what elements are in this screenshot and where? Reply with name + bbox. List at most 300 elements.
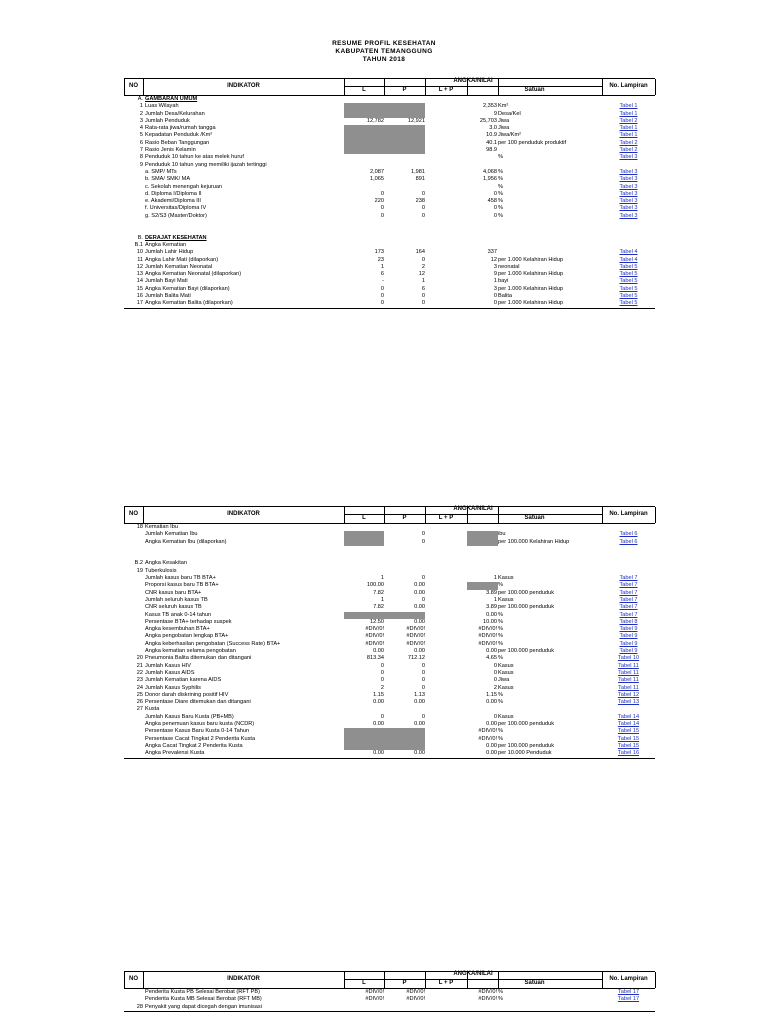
table-row bbox=[124, 118, 655, 125]
lampiran-link[interactable]: Tabel 15 bbox=[617, 742, 640, 749]
lampiran-link[interactable]: Tabel 9 bbox=[619, 640, 638, 647]
lampiran-link[interactable]: Tabel 1 bbox=[619, 125, 638, 132]
unit-label: % bbox=[498, 735, 503, 742]
row-number: A. bbox=[137, 96, 143, 102]
table-row bbox=[124, 597, 655, 604]
value-lp: 458 bbox=[487, 198, 497, 205]
row-number: 25 bbox=[136, 691, 143, 698]
lampiran-link[interactable]: Tabel 10 bbox=[617, 655, 640, 662]
unit-label: Kasus bbox=[498, 575, 514, 582]
unit-label: Kasus bbox=[498, 596, 514, 603]
blank-row bbox=[124, 220, 655, 227]
value-l: 813.34 bbox=[366, 655, 384, 662]
row-number: 20 bbox=[136, 655, 143, 662]
lampiran-link[interactable]: Tabel 2 bbox=[619, 147, 638, 154]
value-lp: #DIV/0! bbox=[478, 626, 497, 633]
indicator-label: Angka pengobatan lengkap BTA+ bbox=[145, 633, 229, 640]
indicator-label: Jumlah seluruh kasus TB bbox=[145, 596, 208, 603]
value-l: 173 bbox=[374, 249, 384, 256]
blank-row bbox=[124, 546, 655, 553]
lampiran-link[interactable]: Tabel 5 bbox=[619, 300, 638, 307]
unit-label: Jiwa/Km² bbox=[498, 132, 521, 139]
header-p: P bbox=[402, 515, 407, 521]
value-lp: #DIV/0! bbox=[478, 996, 497, 1003]
indicator-label: Angka Kematian Bayi (dilaporkan) bbox=[145, 285, 230, 292]
row-number: 11 bbox=[137, 256, 143, 263]
table-row bbox=[124, 560, 655, 567]
table-row bbox=[124, 531, 655, 538]
unit-label: % bbox=[498, 626, 503, 633]
lampiran-link[interactable]: Tabel 3 bbox=[619, 154, 638, 161]
indicator-label: g. S2/S3 (Master/Doktor) bbox=[145, 212, 207, 219]
table-row bbox=[124, 125, 655, 132]
lampiran-link[interactable]: Tabel 6 bbox=[619, 538, 638, 545]
lampiran-link[interactable]: Tabel 17 bbox=[617, 996, 640, 1003]
table-row bbox=[124, 271, 655, 278]
shaded-cell bbox=[344, 147, 425, 154]
row-number: 27 bbox=[136, 706, 143, 713]
value-l: 12,782 bbox=[366, 117, 384, 124]
table-row bbox=[124, 736, 655, 743]
lampiran-link[interactable]: Tabel 7 bbox=[619, 575, 638, 582]
value-lp: 2,353 bbox=[483, 103, 497, 110]
indicator-label: Donor darah diskrining positif HIV bbox=[145, 691, 229, 698]
value-p: 0.00 bbox=[414, 582, 425, 589]
unit-label: % bbox=[498, 168, 503, 175]
table-row bbox=[124, 604, 655, 611]
value-l: 0 bbox=[380, 285, 384, 292]
indicator-label: Kasus TB anak 0-14 tahun bbox=[145, 611, 212, 618]
indicator-label: Rasio Jenis Kelamin bbox=[145, 147, 196, 154]
value-p: 0 bbox=[421, 713, 425, 720]
value-lp: #DIV/0! bbox=[478, 735, 497, 742]
lampiran-link[interactable]: Tabel 2 bbox=[619, 117, 638, 124]
unit-label: % bbox=[498, 176, 503, 183]
unit-label: Kasus bbox=[498, 713, 514, 720]
header-l: L bbox=[362, 515, 366, 521]
table-row bbox=[124, 714, 655, 721]
table-row bbox=[124, 257, 655, 264]
indicator-label: a. SMP/ MTs bbox=[145, 168, 177, 175]
value-lp: 0.00 bbox=[486, 742, 497, 749]
value-lp: 4.65 bbox=[486, 655, 497, 662]
unit-label: Km² bbox=[498, 103, 509, 110]
lampiran-link[interactable]: Tabel 4 bbox=[619, 249, 638, 256]
lampiran-link[interactable]: Tabel 5 bbox=[619, 285, 638, 292]
lampiran-link[interactable]: Tabel 11 bbox=[618, 662, 639, 669]
lampiran-link[interactable]: Tabel 11 bbox=[618, 677, 639, 684]
value-l: #DIV/0! bbox=[365, 626, 384, 633]
lampiran-link[interactable]: Tabel 7 bbox=[619, 582, 638, 589]
value-lp: 0 bbox=[493, 205, 497, 212]
unit-label: per 100 penduduk produktif bbox=[498, 139, 567, 146]
shaded-cell bbox=[344, 125, 425, 132]
value-lp: 0 bbox=[493, 677, 497, 684]
row-number: 15 bbox=[136, 285, 143, 292]
header-satuan: Satuan bbox=[524, 87, 545, 93]
indicator-label: Angka penemuan kasus baru kusta (NCDR) bbox=[145, 721, 255, 728]
lampiran-link[interactable]: Tabel 7 bbox=[619, 611, 638, 618]
indicator-label: Jumlah Kasus AIDS bbox=[145, 669, 195, 676]
lampiran-link[interactable]: Tabel 9 bbox=[619, 626, 638, 633]
value-p: 0.00 bbox=[414, 750, 425, 757]
table-header bbox=[124, 971, 655, 989]
row-number: 7 bbox=[139, 147, 143, 154]
lampiran-link[interactable]: Tabel 1 bbox=[619, 132, 638, 139]
value-l: 12.50 bbox=[370, 618, 384, 625]
row-number: 1 bbox=[139, 103, 143, 110]
table-row bbox=[124, 1004, 655, 1011]
unit-label: per 100.000 penduduk bbox=[498, 742, 554, 749]
unit-label: % bbox=[498, 611, 503, 618]
row-number: 19 bbox=[136, 567, 143, 574]
row-number: 26 bbox=[136, 699, 143, 706]
indicator-label: Persentase Kasus Baru Kusta 0-14 Tahun bbox=[145, 728, 250, 735]
indicator-label: Kepadatan Penduduk /Km² bbox=[145, 132, 213, 139]
unit-label: % bbox=[498, 728, 503, 735]
indicator-label: Angka Kematian bbox=[145, 241, 187, 248]
lampiran-link[interactable]: Tabel 8 bbox=[619, 618, 638, 625]
table-row bbox=[124, 706, 655, 713]
unit-label: per 1.000 Kelahiran Hidup bbox=[498, 271, 563, 278]
value-p: 0 bbox=[421, 575, 425, 582]
header-l: L bbox=[362, 980, 366, 986]
table-row bbox=[124, 590, 655, 597]
indicator-label: Tuberkulosis bbox=[145, 567, 177, 574]
value-p: #DIV/0! bbox=[406, 640, 425, 647]
header-indikator: INDIKATOR bbox=[227, 83, 260, 89]
unit-label: % bbox=[498, 618, 503, 625]
indicator-label: Kusta bbox=[145, 706, 160, 713]
indicator-label: Jumlah Kasus Syphilis bbox=[145, 684, 201, 691]
unit-label: ibu bbox=[498, 531, 506, 538]
unit-label: % bbox=[498, 655, 503, 662]
lampiran-link[interactable]: Tabel 13 bbox=[617, 699, 640, 706]
table-row bbox=[124, 539, 655, 546]
indicator-label: e. Akademi/Diploma III bbox=[145, 198, 201, 205]
value-l: #DIV/0! bbox=[365, 989, 384, 995]
table-row bbox=[124, 264, 655, 271]
shaded-cell bbox=[344, 736, 425, 743]
lampiran-link[interactable]: Tabel 5 bbox=[619, 278, 638, 285]
value-lp: 1,956 bbox=[483, 176, 497, 183]
indicator-label: Penderita Kusta MB Selesai Berobat (RFT MB) bbox=[145, 996, 262, 1003]
value-lp: 0 bbox=[493, 300, 497, 307]
table-row bbox=[124, 582, 655, 589]
value-lp: 0.00 bbox=[486, 750, 497, 757]
indicator-label: Persentase BTA+ terhadap suspek bbox=[145, 618, 232, 625]
header-lampiran: No. Lampiran bbox=[609, 511, 648, 517]
table-row bbox=[124, 111, 655, 118]
row-number: 6 bbox=[139, 139, 143, 146]
shaded-cell bbox=[344, 103, 425, 110]
indicator-label: Angka Kematian Neonatal (dilaporkan) bbox=[145, 271, 242, 278]
lampiran-link[interactable]: Tabel 14 bbox=[617, 713, 640, 720]
value-l: #DIV/0! bbox=[365, 633, 384, 640]
lampiran-link[interactable]: Tabel 2 bbox=[619, 139, 638, 146]
unit-label: Jiwa bbox=[498, 677, 510, 684]
indicator-label: Penduduk 10 tahun yang memiliki ijazah tertinggi bbox=[145, 161, 267, 168]
table-row bbox=[124, 728, 655, 735]
header-p: P bbox=[402, 87, 407, 93]
lampiran-link[interactable]: Tabel 4 bbox=[619, 256, 638, 263]
row-number: B.2 bbox=[134, 560, 143, 567]
value-l: 0 bbox=[380, 713, 384, 720]
value-lp: 10.9 bbox=[486, 132, 497, 139]
table-row bbox=[124, 184, 655, 191]
table-row bbox=[124, 685, 655, 692]
indicator-table-page3 bbox=[124, 971, 655, 1012]
report-title-line3: TAHUN 2018 bbox=[362, 56, 406, 63]
value-p: 0.00 bbox=[414, 604, 425, 611]
unit-label: Desa/Kel bbox=[498, 110, 521, 117]
value-l: 1 bbox=[380, 596, 384, 603]
shaded-cell bbox=[344, 539, 384, 546]
header-angka-nilai: ANGKA/NILAI bbox=[453, 971, 493, 977]
unit-label: Kasus bbox=[498, 684, 514, 691]
table-row bbox=[124, 633, 655, 640]
unit-label: % bbox=[498, 154, 503, 161]
value-p: 0 bbox=[421, 669, 425, 676]
lampiran-link[interactable]: Tabel 3 bbox=[619, 205, 638, 212]
row-number: 8 bbox=[139, 154, 143, 161]
value-p: 0 bbox=[421, 190, 425, 197]
lampiran-link[interactable]: Tabel 11 bbox=[618, 684, 639, 691]
header-divider bbox=[655, 972, 656, 988]
table-row bbox=[124, 169, 655, 176]
value-p: 12,921 bbox=[407, 117, 425, 124]
table-row bbox=[124, 198, 655, 205]
table-row bbox=[124, 103, 655, 110]
value-lp: #DIV/0! bbox=[478, 633, 497, 640]
value-lp: #DIV/0! bbox=[478, 989, 497, 995]
lampiran-link[interactable]: Tabel 7 bbox=[619, 589, 638, 596]
row-number: 10 bbox=[136, 249, 143, 256]
table-row bbox=[124, 743, 655, 750]
unit-label: % bbox=[498, 691, 503, 698]
value-p: 0 bbox=[421, 662, 425, 669]
indicator-label: Jumlah Kematian Ibu bbox=[145, 531, 198, 538]
header-divider bbox=[655, 79, 656, 95]
table-row bbox=[124, 692, 655, 699]
value-l: 100.00 bbox=[366, 582, 384, 589]
value-lp: 25,703 bbox=[479, 117, 497, 124]
indicator-label: Jumlah Kematian karena AIDS bbox=[145, 677, 222, 684]
value-p: 1,981 bbox=[411, 168, 425, 175]
lampiran-link[interactable]: Tabel 12 bbox=[617, 691, 640, 698]
lampiran-link[interactable]: Tabel 7 bbox=[619, 604, 638, 611]
value-p: 0 bbox=[421, 293, 425, 300]
lampiran-link[interactable]: Tabel 3 bbox=[619, 190, 638, 197]
lampiran-link[interactable]: Tabel 5 bbox=[619, 293, 638, 300]
report-title-line1: RESUME PROFIL KESEHATAN bbox=[332, 40, 436, 47]
value-lp: 3.89 bbox=[486, 604, 497, 611]
unit-label: % bbox=[498, 212, 503, 219]
value-p: 0.00 bbox=[414, 589, 425, 596]
header-lampiran: No. Lampiran bbox=[609, 83, 648, 89]
unit-label: Balita bbox=[498, 293, 512, 300]
indicator-label: Jumlah Bayi Mati bbox=[145, 278, 188, 285]
table-row bbox=[124, 750, 655, 757]
lampiran-link[interactable]: Tabel 3 bbox=[619, 168, 638, 175]
shaded-cell bbox=[344, 132, 425, 139]
value-lp: 0 bbox=[493, 293, 497, 300]
table-row bbox=[124, 300, 655, 307]
row-number: 21 bbox=[136, 662, 143, 669]
value-lp: 3 bbox=[493, 285, 497, 292]
indicator-label: Angka kesembuhan BTA+ bbox=[145, 626, 210, 633]
value-lp: #DIV/0! bbox=[478, 640, 497, 647]
indicator-label: CNR kasus baru BTA+ bbox=[145, 589, 202, 596]
value-l: 2,087 bbox=[370, 168, 384, 175]
value-l: 23 bbox=[377, 256, 384, 263]
value-lp: 1 bbox=[493, 575, 497, 582]
table-row bbox=[124, 996, 655, 1003]
indicator-label: Jumlah Desa/Kelurahan bbox=[145, 110, 205, 117]
indicator-label: Jumlah Kematian Neonatal bbox=[145, 263, 213, 270]
value-lp: 0.00 bbox=[486, 699, 497, 706]
unit-label: per 100.000 penduduk bbox=[498, 648, 554, 655]
value-l: 0 bbox=[380, 677, 384, 684]
indicator-label: DERAJAT KESEHATAN bbox=[145, 234, 207, 241]
unit-label: neonatal bbox=[498, 263, 520, 270]
value-p: 0.00 bbox=[414, 618, 425, 625]
table-row bbox=[124, 242, 655, 249]
shaded-cell bbox=[344, 531, 384, 538]
value-p: 0 bbox=[421, 684, 425, 691]
lampiran-link[interactable]: Tabel 1 bbox=[619, 110, 638, 117]
lampiran-link[interactable]: Tabel 3 bbox=[619, 212, 638, 219]
value-p: 0.00 bbox=[414, 721, 425, 728]
value-l: 0.00 bbox=[373, 648, 384, 655]
table-row bbox=[124, 176, 655, 183]
lampiran-link[interactable]: Tabel 9 bbox=[619, 648, 638, 655]
value-p: 0 bbox=[421, 538, 425, 545]
row-number: B.1 bbox=[134, 241, 143, 248]
value-p: #DIV/0! bbox=[406, 989, 425, 995]
table-row bbox=[124, 140, 655, 147]
value-lp: 3.89 bbox=[486, 589, 497, 596]
lampiran-link[interactable]: Tabel 7 bbox=[619, 596, 638, 603]
value-p: 0 bbox=[421, 300, 425, 307]
value-p: 2 bbox=[421, 263, 425, 270]
indicator-table-page2 bbox=[124, 506, 655, 759]
table-row bbox=[124, 670, 655, 677]
lampiran-link[interactable]: Tabel 3 bbox=[619, 176, 638, 183]
table-row bbox=[124, 293, 655, 300]
lampiran-link[interactable]: Tabel 15 bbox=[617, 735, 640, 742]
table-row bbox=[124, 648, 655, 655]
lampiran-link[interactable]: Tabel 5 bbox=[619, 263, 638, 270]
blank-row bbox=[124, 553, 655, 560]
unit-label: % bbox=[498, 640, 503, 647]
value-p: 238 bbox=[415, 198, 425, 205]
row-number: 16 bbox=[136, 293, 143, 300]
lampiran-link[interactable]: Tabel 1 bbox=[619, 103, 638, 110]
value-p: 0.00 bbox=[414, 699, 425, 706]
row-number: 24 bbox=[136, 684, 143, 691]
value-p: #DIV/0! bbox=[406, 626, 425, 633]
report-title-line2: KABUPATEN TEMANGGUNG bbox=[335, 48, 433, 55]
value-lp: 0 bbox=[493, 662, 497, 669]
table-row bbox=[124, 699, 655, 706]
table-bottom-rule bbox=[124, 308, 655, 309]
lampiran-link[interactable]: Tabel 5 bbox=[619, 271, 638, 278]
table-row bbox=[124, 132, 655, 139]
lampiran-link[interactable]: Tabel 6 bbox=[619, 531, 638, 538]
unit-label: Jiwa bbox=[498, 125, 510, 132]
value-p: 0 bbox=[421, 256, 425, 263]
header-satuan: Satuan bbox=[524, 515, 545, 521]
header-divider bbox=[655, 507, 656, 523]
table-row bbox=[124, 524, 655, 531]
lampiran-link[interactable]: Tabel 9 bbox=[619, 633, 638, 640]
unit-label: per 100.000 penduduk bbox=[498, 721, 554, 728]
indicator-label: Angka Kematian Balita (dilaporkan) bbox=[145, 300, 233, 307]
value-lp: 4,068 bbox=[483, 168, 497, 175]
row-number: 2 bbox=[139, 110, 143, 117]
value-lp: #DIV/0! bbox=[478, 728, 497, 735]
header-lp: L + P bbox=[438, 87, 454, 93]
indicator-label: f. Universitas/Diploma IV bbox=[145, 205, 207, 212]
header-lp: L + P bbox=[438, 515, 454, 521]
header-indikator: INDIKATOR bbox=[227, 511, 260, 517]
lampiran-link[interactable]: Tabel 14 bbox=[617, 721, 640, 728]
shaded-cell bbox=[467, 582, 498, 589]
indicator-label: Angka Prevalensi Kusta bbox=[145, 750, 205, 757]
value-p: 0.00 bbox=[414, 648, 425, 655]
unit-label: % bbox=[498, 198, 503, 205]
value-lp: 1 bbox=[493, 596, 497, 603]
table-row bbox=[124, 575, 655, 582]
value-l: 0.00 bbox=[373, 750, 384, 757]
indicator-label: Persentase Cacat Tingkat 2 Penderita Kusta bbox=[145, 735, 256, 742]
unit-label: per 1.000 Kelahiran Hidup bbox=[498, 285, 563, 292]
lampiran-link[interactable]: Tabel 11 bbox=[618, 669, 639, 676]
indicator-label: Penyakit yang dapat dicegah dengan imunisasi bbox=[145, 1003, 262, 1010]
table-header bbox=[124, 506, 655, 524]
value-p: 164 bbox=[415, 249, 425, 256]
value-lp: 3.0 bbox=[489, 125, 497, 132]
indicator-label: Rata-rata jiwa/rumah tangga bbox=[145, 125, 216, 132]
value-l: 1.15 bbox=[373, 691, 384, 698]
lampiran-link[interactable]: Tabel 15 bbox=[617, 728, 640, 735]
table-row bbox=[124, 249, 655, 256]
table-row bbox=[124, 568, 655, 575]
indicator-label: Luas Wilayah bbox=[145, 103, 179, 110]
lampiran-link[interactable]: Tabel 3 bbox=[619, 183, 638, 190]
value-lp: 98.9 bbox=[486, 147, 497, 154]
header-satuan: Satuan bbox=[524, 980, 545, 986]
lampiran-link[interactable]: Tabel 16 bbox=[617, 750, 640, 757]
value-p: 6 bbox=[421, 285, 425, 292]
lampiran-link[interactable]: Tabel 3 bbox=[619, 198, 638, 205]
indicator-label: Persentase Diare ditemukan dan ditangani bbox=[145, 699, 251, 706]
value-lp: 9 bbox=[493, 271, 497, 278]
unit-label: per 1.000 Kelahiran Hidup bbox=[498, 256, 563, 263]
row-number: 18 bbox=[136, 524, 143, 530]
value-p: 0 bbox=[421, 596, 425, 603]
indicator-label: Jumlah Kasus Baru Kusta (PB+MB) bbox=[145, 713, 234, 720]
table-row bbox=[124, 205, 655, 212]
table-row bbox=[124, 677, 655, 684]
indicator-label: c. Sekolah menengah kejuruan bbox=[145, 183, 223, 190]
lampiran-link[interactable]: Tabel 17 bbox=[617, 989, 640, 995]
unit-label: per 100.000 Kelahiran Hidup bbox=[498, 538, 570, 545]
header-no: NO bbox=[129, 511, 138, 517]
indicator-label: Jumlah Lahir Hidup bbox=[145, 249, 194, 256]
value-l: 0.00 bbox=[373, 699, 384, 706]
